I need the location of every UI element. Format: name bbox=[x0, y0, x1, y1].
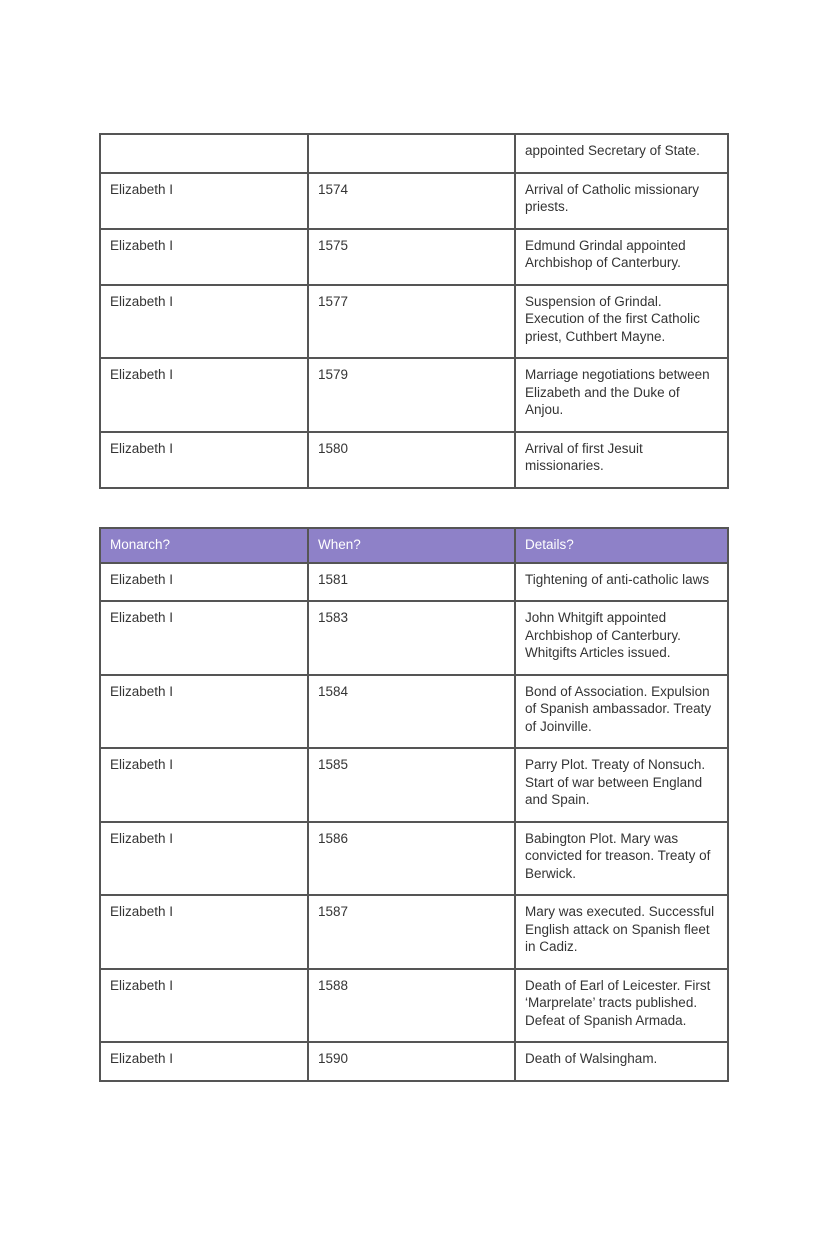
cell-details: appointed Secretary of State. bbox=[515, 134, 728, 173]
cell-details: Parry Plot. Treaty of Nonsuch. Start of war between England and Spain. bbox=[515, 748, 728, 822]
table-row bbox=[100, 1042, 728, 1081]
column-header-monarch: Monarch? bbox=[100, 528, 308, 563]
cell-details: John Whitgift appointed Archbishop of Canterbury. Whitgifts Articles issued. bbox=[515, 601, 728, 675]
table-row bbox=[100, 563, 728, 602]
cell-when: 1580 bbox=[308, 432, 515, 488]
cell-when bbox=[308, 134, 515, 173]
table-row bbox=[100, 358, 728, 432]
table-row bbox=[100, 229, 728, 285]
cell-when: 1583 bbox=[308, 601, 515, 675]
cell-monarch: Elizabeth I bbox=[100, 601, 308, 675]
cell-details: Mary was executed. Successful English attack on Spanish fleet in Cadiz. bbox=[515, 895, 728, 969]
cell-details: Arrival of Catholic missionary priests. bbox=[515, 173, 728, 229]
cell-monarch bbox=[100, 134, 308, 173]
cell-details: Tightening of anti-catholic laws bbox=[515, 563, 728, 602]
cell-monarch: Elizabeth I bbox=[100, 675, 308, 749]
cell-monarch: Elizabeth I bbox=[100, 1042, 308, 1081]
monarch-timeline-table bbox=[99, 527, 729, 1082]
cell-monarch: Elizabeth I bbox=[100, 358, 308, 432]
cell-monarch: Elizabeth I bbox=[100, 748, 308, 822]
column-header-when: When? bbox=[308, 528, 515, 563]
cell-details: Babington Plot. Mary was convicted for treason. Treaty of Berwick. bbox=[515, 822, 728, 896]
cell-when: 1585 bbox=[308, 748, 515, 822]
cell-details: Death of Walsingham. bbox=[515, 1042, 728, 1081]
table-row bbox=[100, 895, 728, 969]
cell-when: 1588 bbox=[308, 969, 515, 1043]
table-row bbox=[100, 969, 728, 1043]
table-row bbox=[100, 285, 728, 359]
cell-when: 1575 bbox=[308, 229, 515, 285]
cell-details: Bond of Association. Expulsion of Spanish ambassador. Treaty of Joinville. bbox=[515, 675, 728, 749]
cell-monarch: Elizabeth I bbox=[100, 895, 308, 969]
cell-when: 1581 bbox=[308, 563, 515, 602]
cell-details: Death of Earl of Leicester. First ‘Marprelate’ tracts published. Defeat of Spanish Armada. bbox=[515, 969, 728, 1043]
cell-when: 1586 bbox=[308, 822, 515, 896]
cell-monarch: Elizabeth I bbox=[100, 432, 308, 488]
cell-monarch: Elizabeth I bbox=[100, 173, 308, 229]
table-row bbox=[100, 748, 728, 822]
cell-when: 1590 bbox=[308, 1042, 515, 1081]
table-header-row bbox=[100, 528, 728, 563]
cell-details: Arrival of first Jesuit missionaries. bbox=[515, 432, 728, 488]
cell-when: 1584 bbox=[308, 675, 515, 749]
cell-monarch: Elizabeth I bbox=[100, 822, 308, 896]
table-row bbox=[100, 432, 728, 488]
column-header-details: Details? bbox=[515, 528, 728, 563]
monarch-timeline-table-continued bbox=[99, 133, 729, 489]
table-row bbox=[100, 601, 728, 675]
table-row bbox=[100, 173, 728, 229]
cell-details: Marriage negotiations between Elizabeth and the Duke of Anjou. bbox=[515, 358, 728, 432]
table-row bbox=[100, 134, 728, 173]
table-row bbox=[100, 822, 728, 896]
table-row bbox=[100, 675, 728, 749]
cell-when: 1574 bbox=[308, 173, 515, 229]
cell-details: Suspension of Grindal. Execution of the first Catholic priest, Cuthbert Mayne. bbox=[515, 285, 728, 359]
cell-monarch: Elizabeth I bbox=[100, 563, 308, 602]
cell-monarch: Elizabeth I bbox=[100, 285, 308, 359]
cell-when: 1579 bbox=[308, 358, 515, 432]
cell-when: 1587 bbox=[308, 895, 515, 969]
cell-details: Edmund Grindal appointed Archbishop of Canterbury. bbox=[515, 229, 728, 285]
cell-monarch: Elizabeth I bbox=[100, 229, 308, 285]
cell-monarch: Elizabeth I bbox=[100, 969, 308, 1043]
cell-when: 1577 bbox=[308, 285, 515, 359]
